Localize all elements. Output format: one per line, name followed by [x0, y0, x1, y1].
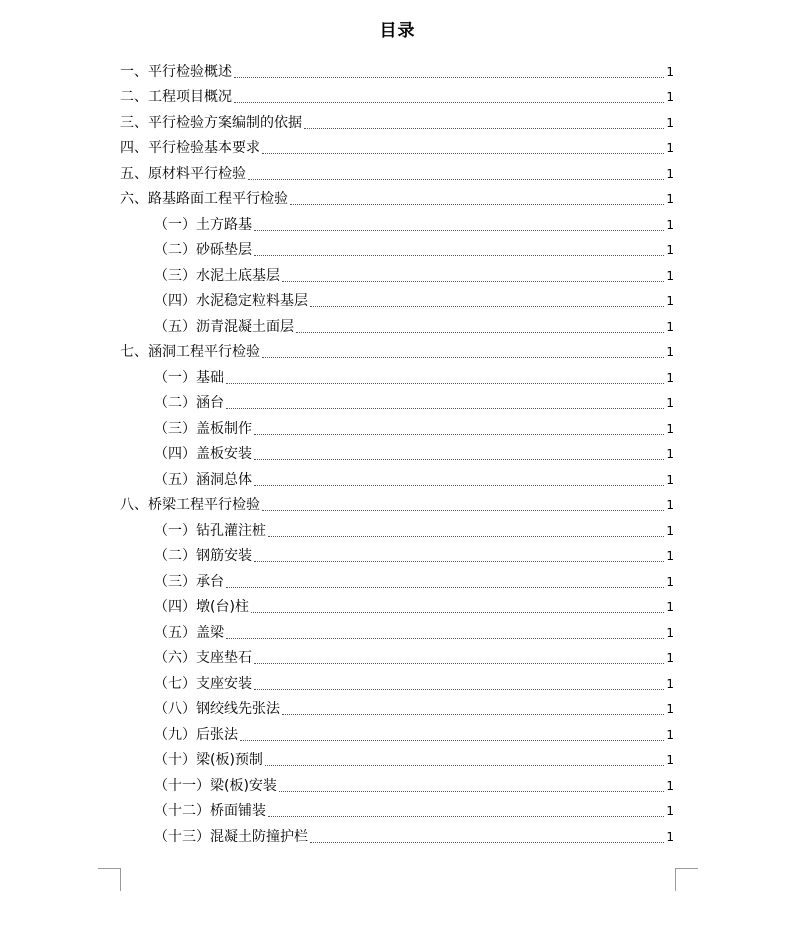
toc-entry-title: （三）水泥土底基层: [154, 267, 280, 284]
toc-entry[interactable]: [120, 719, 674, 745]
toc-dot-leader: [296, 332, 664, 333]
toc-entry[interactable]: [120, 184, 674, 210]
toc-dot-leader: [254, 485, 664, 486]
toc-dot-leader: [234, 102, 664, 103]
toc-entry[interactable]: [120, 592, 674, 618]
toc-entry-title: 八、桥梁工程平行检验: [120, 497, 260, 513]
toc-page-number: 1: [666, 498, 674, 512]
toc-entry[interactable]: [120, 158, 674, 184]
toc-entry-title: （一）基础: [154, 369, 224, 386]
toc-entry-title: （四）水泥稳定粒料基层: [154, 293, 308, 309]
toc-dot-leader: [254, 434, 664, 435]
toc-page-number: 1: [666, 753, 674, 767]
toc-dot-leader: [254, 255, 664, 256]
toc-page-number: 1: [666, 625, 674, 640]
toc-entry-title: （三）盖板制作: [154, 420, 252, 437]
toc-entry[interactable]: [120, 821, 674, 847]
toc-entry[interactable]: [120, 668, 674, 694]
toc-page-number: 1: [666, 421, 674, 436]
toc-entry-title: 六、路基路面工程平行检验: [120, 191, 288, 207]
toc-entry-title: （九）后张法: [154, 726, 238, 743]
toc-entry-title: （一）钻孔灌注桩: [154, 522, 266, 539]
toc-entry-title: 三、平行检验方案编制的依据: [120, 114, 302, 131]
toc-dot-leader: [254, 230, 664, 231]
toc-entry-title: 七、涵洞工程平行检验: [120, 344, 260, 360]
toc-dot-leader: [282, 281, 664, 282]
toc-page-number: 1: [666, 778, 674, 793]
toc-dot-leader: [234, 77, 664, 78]
toc-entry-title: （十）梁(板)预制: [154, 752, 263, 768]
toc-page-number: 1: [666, 294, 674, 308]
toc-dot-leader: [279, 791, 664, 792]
toc-dot-leader: [248, 179, 664, 180]
toc-entry[interactable]: [120, 362, 674, 388]
toc-heading: 目录: [379, 21, 416, 41]
table-of-contents: [120, 56, 674, 847]
toc-entry[interactable]: [120, 388, 674, 414]
toc-page-number: 1: [666, 804, 674, 818]
toc-dot-leader: [262, 357, 664, 358]
toc-dot-leader: [268, 536, 664, 537]
toc-entry[interactable]: [120, 745, 674, 771]
toc-dot-leader: [282, 714, 664, 715]
toc-dot-leader: [254, 459, 664, 460]
toc-page-number: 1: [666, 447, 674, 461]
toc-page-number: 1: [666, 472, 674, 487]
toc-page-number: 1: [666, 345, 674, 359]
toc-dot-leader: [226, 638, 664, 639]
toc-entry[interactable]: [120, 796, 674, 822]
toc-entry[interactable]: [120, 490, 674, 516]
toc-entry[interactable]: [120, 515, 674, 541]
toc-entry-title: （一）土方路基: [154, 216, 252, 233]
toc-entry[interactable]: [120, 235, 674, 261]
toc-entry[interactable]: [120, 694, 674, 720]
toc-dot-leader: [268, 816, 664, 817]
toc-dot-leader: [240, 740, 664, 741]
toc-entry[interactable]: [120, 82, 674, 108]
toc-dot-leader: [310, 306, 664, 307]
toc-entry-title: （八）钢绞线先张法: [154, 701, 280, 717]
toc-page-number: 1: [666, 829, 674, 844]
toc-entry-title: 四、平行检验基本要求: [120, 140, 260, 156]
toc-entry[interactable]: [120, 566, 674, 592]
toc-entry-title: （二）涵台: [154, 395, 224, 411]
toc-entry-title: （五）盖梁: [154, 624, 224, 641]
toc-dot-leader: [226, 408, 664, 409]
toc-page-number: 1: [666, 651, 674, 665]
toc-page-number: 1: [666, 141, 674, 155]
toc-entry-title: （五）涵洞总体: [154, 471, 252, 488]
toc-entry-title: （二）钢筋安装: [154, 548, 252, 564]
toc-entry-title: （三）承台: [154, 573, 224, 590]
toc-entry-title: 一、平行检验概述: [120, 63, 232, 80]
toc-page-number: 1: [666, 523, 674, 538]
toc-entry[interactable]: [120, 541, 674, 567]
toc-page-number: 1: [666, 600, 674, 614]
toc-entry[interactable]: [120, 209, 674, 235]
toc-page-number: 1: [666, 268, 674, 283]
toc-page-number: 1: [666, 549, 674, 563]
toc-page-number: 1: [666, 396, 674, 410]
toc-page-number: 1: [666, 243, 674, 257]
toc-entry-title: 五、原材料平行检验: [120, 165, 246, 182]
toc-entry[interactable]: [120, 107, 674, 133]
toc-dot-leader: [262, 153, 664, 154]
toc-entry-title: （十三）混凝土防撞护栏: [154, 828, 308, 845]
toc-entry[interactable]: [120, 770, 674, 796]
toc-page-number: 1: [666, 319, 674, 334]
toc-page-number: 1: [666, 370, 674, 385]
toc-entry-title: 二、工程项目概况: [120, 89, 232, 105]
toc-dot-leader: [251, 612, 664, 613]
toc-dot-leader: [226, 383, 664, 384]
toc-entry-title: （二）砂砾垫层: [154, 242, 252, 258]
toc-entry-title: （六）支座垫石: [154, 650, 252, 666]
toc-entry[interactable]: [120, 439, 674, 465]
toc-page-number: 1: [666, 192, 674, 206]
toc-entry[interactable]: [120, 56, 674, 82]
toc-entry[interactable]: [120, 617, 674, 643]
toc-entry-title: （五）沥青混凝土面层: [154, 318, 294, 335]
toc-entry-title: （十一）梁(板)安装: [154, 777, 277, 794]
toc-page-number: 1: [666, 676, 674, 691]
toc-dot-leader: [254, 561, 664, 562]
toc-entry[interactable]: [120, 311, 674, 337]
toc-page-number: 1: [666, 166, 674, 181]
toc-page-number: 1: [666, 217, 674, 232]
toc-page-number: 1: [666, 90, 674, 104]
toc-entry-title: （七）支座安装: [154, 675, 252, 692]
toc-dot-leader: [226, 587, 664, 588]
toc-dot-leader: [254, 663, 664, 664]
toc-page-number: 1: [666, 702, 674, 716]
toc-entry-title: （十二）桥面铺装: [154, 803, 266, 819]
toc-dot-leader: [310, 842, 664, 843]
toc-entry[interactable]: [120, 260, 674, 286]
toc-page-number: 1: [666, 574, 674, 589]
toc-entry[interactable]: [120, 337, 674, 363]
toc-entry[interactable]: [120, 464, 674, 490]
toc-entry[interactable]: [120, 643, 674, 669]
toc-dot-leader: [304, 128, 664, 129]
toc-entry-title: （四）盖板安装: [154, 446, 252, 462]
toc-dot-leader: [290, 204, 664, 205]
toc-dot-leader: [254, 689, 664, 690]
toc-dot-leader: [262, 510, 664, 511]
toc-page-number: 1: [666, 727, 674, 742]
toc-entry[interactable]: [120, 133, 674, 159]
toc-entry[interactable]: [120, 286, 674, 312]
toc-page-number: 1: [666, 64, 674, 79]
toc-entry[interactable]: [120, 413, 674, 439]
toc-entry-title: （四）墩(台)柱: [154, 599, 249, 615]
page-corner-mark-left: [98, 868, 121, 891]
page-corner-mark-right: [675, 868, 698, 891]
toc-dot-leader: [265, 765, 664, 766]
toc-page-number: 1: [666, 115, 674, 130]
